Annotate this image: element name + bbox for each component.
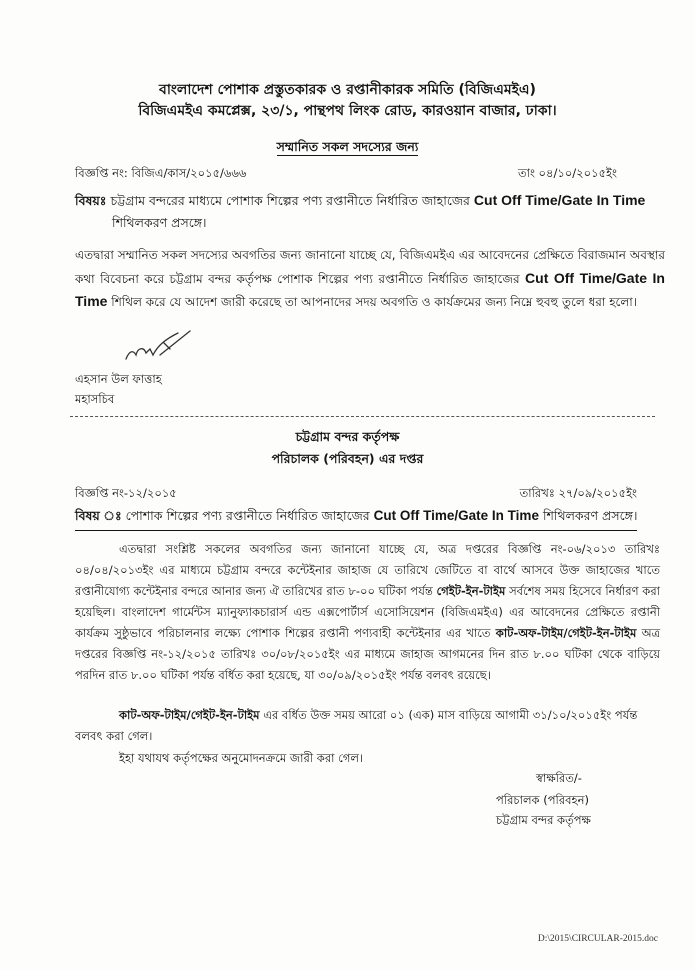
notice-date: তারিখঃ ২৭/০৯/২০১৫ইং: [519, 486, 637, 500]
notice-para1-part-b: সর্বশেষ সময় হিসেবে নির্ধারণ করা হয়েছিল। বাংলাদেশ গার্মেন্টস ম্যানুফ্যাকচারার্স এন্ড এক্সপোর্টার্স এসোসিয়েশন (বিজিএমইএ) এর আবেদনের প্রেক্ষিতে রপ্তানী কার্যক্রম সুষ্ঠুভাবে পরিচালনার লক্ষ্যে পোশাক শিল্পের রপ্তানী পণ্যবাহী কন্টেইনার এর খাতে: [75, 584, 661, 640]
notice-paragraph-2: [75, 705, 660, 747]
subject-latin: Cut Off Time/Gate In Time: [473, 192, 646, 208]
signed-mark: স্বাক্ষরিত/-: [536, 771, 582, 785]
notice-para2-bold: কাট-অফ-টাইম/গেইট-ইন-টাইম: [119, 708, 260, 722]
file-path: D:\2015\CIRCULAR-2015.doc: [537, 934, 658, 944]
notice-number: বিজ্ঞপ্তি নং-১২/২০১৫: [75, 486, 177, 500]
body-latin: Cut Off Time/Gate In Time: [75, 269, 665, 309]
notice-paragraph-1: [75, 539, 660, 686]
port-office-title: পরিচালক (পরিবহন) এর দপ্তর: [271, 451, 424, 466]
salutation-text: সম্মানিত সকল সদস্যের জন্য: [276, 139, 419, 154]
body-text-2: শিথিল করে যে আদেশ জারী করেছে তা আপনাদের সদয় অবগতি ও কার্যক্রমের জন্য নিম্নে হুবহু তুলে ধরা হলো।: [111, 295, 638, 309]
signatory-name: এহসান উল ফাত্তাহ: [75, 372, 162, 386]
subject-text-end: শিথিলকরণ প্রসঙ্গে।: [112, 215, 207, 230]
circular-body: [75, 244, 665, 314]
notice-subject-label: বিষয় ঃ: [75, 508, 122, 523]
notice-para1-bold-2: কাট-অফ-টাইম/গেইট-ইন-টাইম: [495, 626, 637, 640]
notice-subject: [75, 508, 637, 531]
organization-name: বাংলাদেশ পোশাক প্রস্তুতকারক ও রপ্তানীকারক সমিতি (বিজিএমইএ): [159, 82, 536, 98]
director-title: পরিচালক (পরিবহন): [496, 793, 589, 807]
subject-text: চট্টগ্রাম বন্দরের মাধ্যমে পোশাক শিল্পের পণ্য রপ্তানীতে নির্ধারিত জাহাজের: [110, 193, 470, 208]
section-divider: [70, 416, 655, 417]
notice-subject-latin: Cut Off Time/Gate In Time: [373, 508, 539, 523]
notice-para1-part-c: অত্র দপ্তরের বিজ্ঞপ্তি নং-১২/২০১৫ তারিখঃ ৩০/০৮/২০১৫ইং এর মাধ্যমে জাহাজ আগমনের দিন রাত ৮.০০ ঘটিকা থেকে বাড়িয়ে পরদিন রাত ৮.০০ ঘটিকা পর্যন্ত বর্ধিত করা হয়েছে, যা ৩০/০৯/২০১৫ইং পর্যন্ত বলবৎ রয়েছে।: [75, 626, 661, 682]
subject-label: বিষয়ঃ: [75, 193, 107, 208]
salutation: [0, 139, 695, 159]
port-authority-title: চট্টগ্রাম বন্দর কর্তৃপক্ষ: [295, 429, 400, 444]
circular-subject: [75, 189, 665, 234]
notice-subject-text: পোশাক শিল্পের পণ্য রপ্তানীতে নির্ধারিত জাহাজের: [125, 508, 370, 523]
notice-para1-bold-1: গেইট-ইন-টাইম: [436, 584, 506, 598]
authority-signature-line: চট্টগ্রাম বন্দর কর্তৃপক্ষ: [496, 813, 591, 827]
notice-para2-text: এর বর্ধিত উক্ত সময় আরো ০১ (এক) মাস বাড়িয়ে আগামী ৩১/১০/২০১৫ইং পর্যন্ত বলবৎ করা গেল।: [75, 708, 638, 743]
notice-paragraph-3: ইহা যথাযথ কর্তৃপক্ষের অনুমোদনক্রমে জারী করা গেল।: [119, 751, 364, 765]
circular-date: তাং ০৪/১০/২০১৫ইং: [517, 166, 617, 180]
signatory-title: মহাসচিব: [75, 392, 115, 406]
organization-address: বিজিএমইএ কমপ্লেক্স, ২৩/১, পান্থপথ লিংক রোড, কারওয়ান বাজার, ঢাকা।: [138, 103, 557, 119]
body-text-1: এতদ্বারা সম্মানিত সকল সদস্যের অবগতির জন্য জানানো যাচ্ছে যে, বিজিএমইএ এর আবেদনের প্রেক্ষিতে বিরাজমান অবস্থার কথা বিবেচনা করে চট্টগ্রাম বন্দর কর্তৃপক্ষ পোশাক শিল্পের পণ্য রপ্তানীতে নির্ধারিত জাহাজের: [75, 248, 665, 286]
circular-reference: বিজ্ঞপ্তি নং: বিজিএ/কাস/২০১৫/৬৬৬: [75, 166, 247, 180]
handwritten-signature: [120, 325, 200, 365]
notice-para1-part-a: এতদ্বারা সংশ্লিষ্ট সকলের অবগতির জন্য জানানো যাচ্ছে যে, অত্র দপ্তরের বিজ্ঞপ্তি নং-০৬/২০১৩ তারিখঃ ০৪/০৪/২০১৩ইং এর মাধ্যমে চট্টগ্রাম বন্দরে কন্টেইনার জাহাজ যে তারিখে জেটিতে বা বার্থে আসবে উক্ত জাহাজের খাতে রপ্তানীযোগ্য কন্টেইনার বন্দরে আনার জন্য ঐ তারিখের রাত ৮-০০ ঘটিকা পর্যন্ত: [75, 542, 660, 598]
notice-subject-text-end: শিথিলকরণ প্রসঙ্গে।: [542, 508, 638, 523]
